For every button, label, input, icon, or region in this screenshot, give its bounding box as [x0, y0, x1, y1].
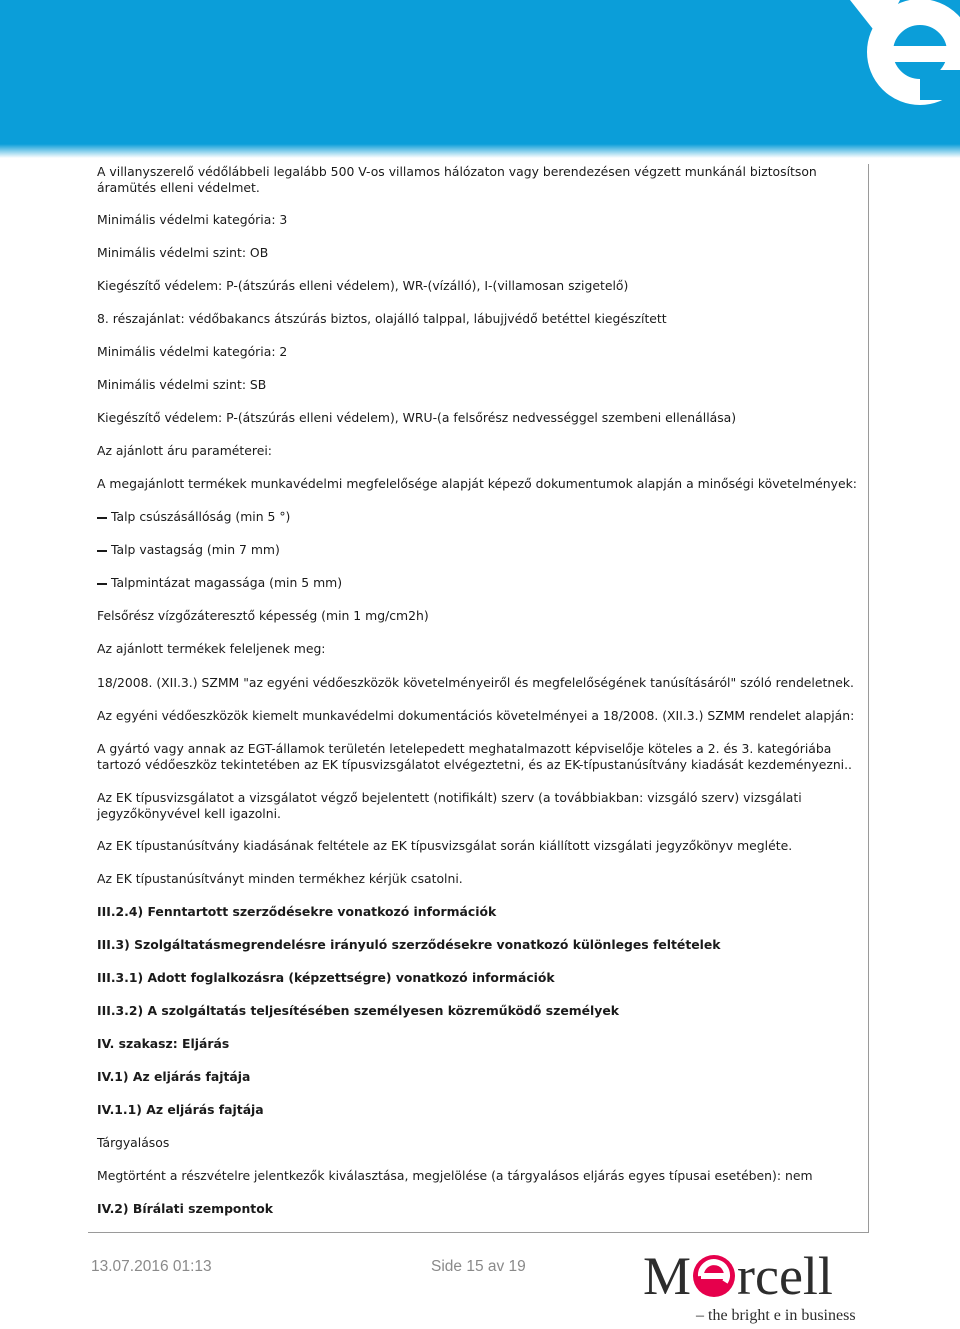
list-item-text: Talpmintázat magassága (min 5 mm) [111, 575, 343, 590]
paragraph-regulation: 18/2008. (XII.3.) SZMM "az egyéni védőeszközök követelményeiről és megfelelőségének tanúsításáról" szóló rendeletnek. [97, 675, 854, 690]
paragraph-product-params: Az ajánlott áru paraméterei: [97, 443, 272, 458]
paragraph-extra-protection-2: Kiegészítő védelem: P-(átszúrás elleni védelem), WRU-(a felsőrész nedvességgel szembeni ellenállása) [97, 410, 737, 425]
list-item-text: Talp vastagság (min 7 mm) [111, 542, 280, 557]
heading-procedure-type: IV.1) Az eljárás fajtája [97, 1069, 251, 1084]
paragraph-quality-requirements: A megajánlott termékek munkavédelmi megfelelősége alapját képező dokumentumok alapján a minőségi követelmények: [97, 476, 857, 491]
heading-profession: III.3.1) Adott foglalkozásra (képzettségre) vonatkozó információk [97, 970, 555, 985]
list-item [97, 575, 857, 591]
paragraph-min-category-1: Minimális védelmi kategória: 3 [97, 212, 288, 227]
brand-tagline: – the bright e in business [696, 1307, 856, 1324]
paragraph-electrician-footwear: A villanyszerelő védőlábbeli legalább 500 V-os villamos hálózaton vagy berendezésen végzett munkánál biztosítson áramütés elleni védelmet. [97, 164, 817, 195]
heading-service-contracts: III.3) Szolgáltatásmegrendelésre irányuló szerződésekre vonatkozó különleges feltételek [97, 937, 721, 952]
paragraph-negotiated: Tárgyalásos [97, 1135, 170, 1150]
paragraph-ec-type-exam: Az EK típusvizsgálatot a vizsgálatot végző bejelentett (notifikált) szerv (a továbbiakban: vizsgáló szerv) vizsgálati jegyzőkönyvével kell igazolni. [97, 790, 802, 821]
header-band [0, 0, 960, 158]
brand-logo [643, 1248, 833, 1304]
footer-timestamp: 13.07.2016 01:13 [91, 1258, 212, 1275]
heading-reserved-contracts: III.2.4) Fenntartott szerződésekre vonatkozó információk [97, 904, 497, 919]
heading-award-criteria: IV.2) Bírálati szempontok [97, 1201, 273, 1216]
paragraph-extra-protection-1: Kiegészítő védelem: P-(átszúrás elleni védelem), WR-(vízálló), I-(villamosan szigetelő) [97, 278, 629, 293]
e-circle-icon [692, 1254, 736, 1298]
paragraph-min-level-1: Minimális védelmi szint: OB [97, 245, 269, 260]
paragraph-lot-8: 8. részajánlat: védőbakancs átszúrás biztos, olajálló talppal, lábujjvédő betéttel kiegészített [97, 311, 667, 326]
brand-letter-m: M [643, 1246, 692, 1306]
paragraph-min-category-2: Minimális védelmi kategória: 2 [97, 344, 288, 359]
heading-staff: III.3.2) A szolgáltatás teljesítésében személyesen közreműködő személyek [97, 1003, 620, 1018]
heading-section-iv: IV. szakasz: Eljárás [97, 1036, 230, 1051]
paragraph-compliance-intro: Az ajánlott termékek feleljenek meg: [97, 641, 326, 656]
paragraph-vapour-permeability: Felsőrész vízgőzáteresztő képesség (min 1 mg/cm2h) [97, 608, 429, 623]
brand-wordmark-rest: rcell [737, 1246, 833, 1306]
paragraph-selection: Megtörtént a részvételre jelentkezők kiválasztása, megjelölése (a tárgyalásos eljárás egyes típusai esetében): nem [97, 1168, 813, 1183]
heading-procedure-type-sub: IV.1.1) Az eljárás fajtája [97, 1102, 264, 1117]
paragraph-doc-requirements: Az egyéni védőeszközök kiemelt munkavédelmi dokumentációs követelményei a 18/2008. (XII.3.) SZMM rendelet alapján: [97, 708, 855, 723]
footer-page-number: Side 15 av 19 [431, 1258, 526, 1275]
dash-bullet-icon [97, 550, 107, 552]
header-fade [0, 144, 960, 158]
list-item [97, 542, 857, 558]
paragraph-attach-certificate: Az EK típustanúsítványt minden termékhez kérjük csatolni. [97, 871, 463, 886]
paragraph-ec-certificate-condition: Az EK típustanúsítvány kiadásának feltétele az EK típusvizsgálat során kiállított vizsgálati jegyzőkönyv megléte. [97, 838, 793, 853]
list-item [97, 509, 857, 525]
e-logo-icon [820, 0, 960, 158]
list-item-text: Talp csúszásállóság (min 5 °) [111, 509, 291, 524]
dash-bullet-icon [97, 583, 107, 585]
dash-bullet-icon [97, 517, 107, 519]
paragraph-min-level-2: Minimális védelmi szint: SB [97, 377, 267, 392]
paragraph-manufacturer: A gyártó vagy annak az EGT-államok területén letelepedett meghatalmazott képviselője köteles a 2. és 3. kategóriába tartozó védőeszköz tekintetében az EK típusvizsgálatot elvégeztetni, és az EK-típustanúsítvány kiadását kezdeményezni.. [97, 741, 852, 772]
